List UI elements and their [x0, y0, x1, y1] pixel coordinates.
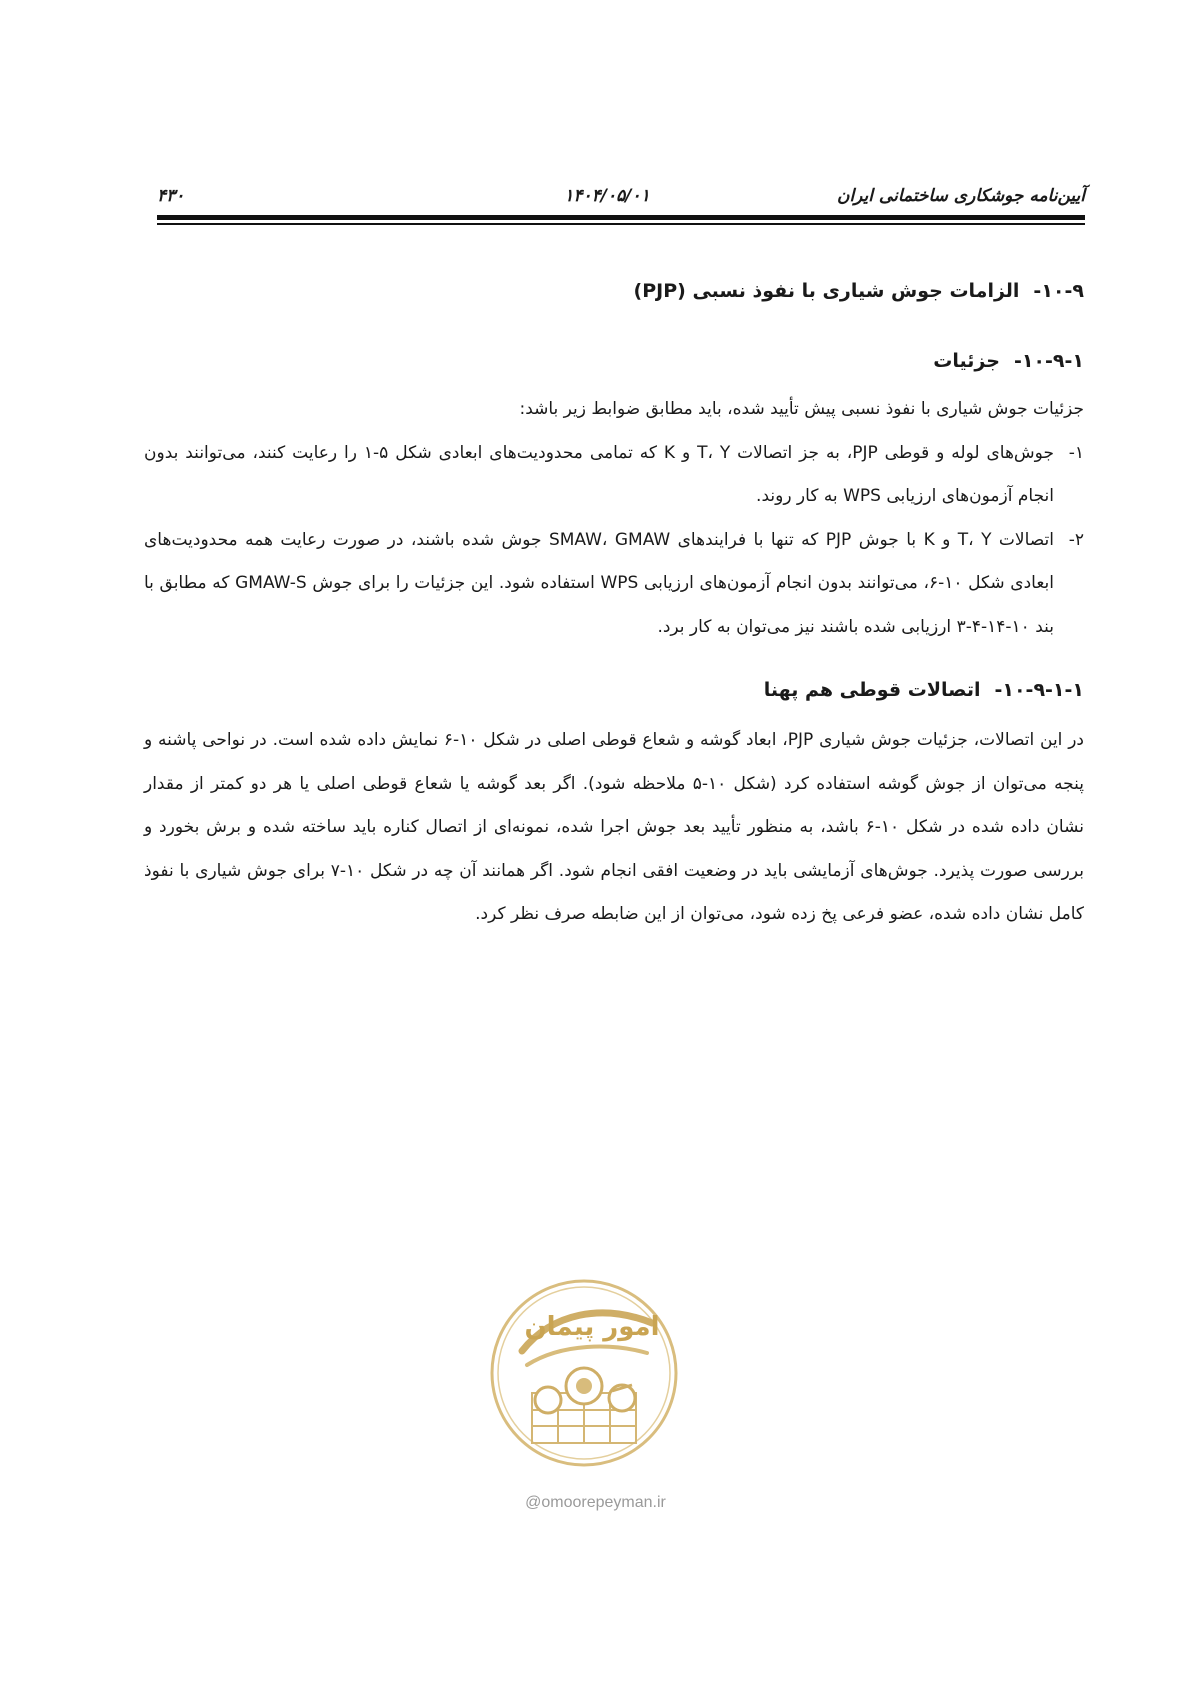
list-item-text: اتصالات T، Y و K با جوش PJP که تنها با فرایندهای SMAW، GMAW جوش شده باشند، در صورت رعایت همه محدودیت‌های ابعادی شکل ۱۰-۶، می‌توانند بدون انجام آزمون‌های ارزیابی WPS استفاده شود. این جزئیات را برای جوش GMAW-S که مطابق با بند ۱۰-۱۴-۴-۳ ارزیابی شده باشند نیز می‌توان به کار برد.	[144, 529, 1054, 637]
list-item-text: جوش‌های لوله و قوطی PJP، به جز اتصالات T، Y و K که تمامی محدودیت‌های ابعادی شکل ۵-۱ را رعایت کنند، می‌توانند بدون انجام آزمون‌های ارزیابی WPS به کار روند.	[144, 442, 1054, 506]
subsubsection-heading	[144, 675, 1084, 705]
header-rule-thick	[157, 215, 1085, 220]
header-rule-thin	[157, 223, 1085, 225]
list-item-number: ۲-	[1068, 529, 1084, 550]
watermark-url	[0, 1494, 1191, 1512]
section-heading	[144, 276, 1084, 306]
running-title: آیین‌نامه جوشکاری ساختمانی ایران	[836, 186, 1085, 206]
page-body	[144, 276, 1084, 937]
subsubsection-title: اتصالات قوطی هم پهنا	[763, 679, 981, 701]
section-number: ۱۰-۹-	[1033, 280, 1084, 302]
subsection-title: جزئیات	[933, 350, 1000, 372]
subsection-number: ۱۰-۹-۱-	[1013, 350, 1084, 372]
intro-paragraph: جزئیات جوش شیاری با نفوذ نسبی پیش تأیید شده، باید مطابق ضوابط زیر باشد:	[519, 399, 1084, 419]
header-date: ۱۴۰۴/۰۵/۰۱	[564, 186, 650, 206]
subsubsection-number: ۱۰-۹-۱-۱-	[994, 679, 1084, 701]
requirements-list	[144, 432, 1084, 650]
watermark-url-text: @omoorepeyman.ir	[525, 1494, 666, 1511]
page-number: ۴۳۰	[157, 186, 185, 206]
list-item	[144, 519, 1084, 650]
list-item	[144, 432, 1084, 519]
page-header	[157, 186, 1085, 212]
subsection-heading	[144, 346, 1084, 376]
seal-logo-text: امور پیمان	[524, 1312, 660, 1342]
section-title: الزامات جوش شیاری با نفوذ نسبی (PJP)	[633, 280, 1020, 302]
seal-logo-icon	[482, 1273, 686, 1473]
list-item-number: ۱-	[1068, 442, 1084, 463]
body-paragraph: در این اتصالات، جزئیات جوش شیاری PJP، ابعاد گوشه و شعاع قوطی اصلی در شکل ۱۰-۶ نمایش داده شده است. در نواحی پاشنه و پنجه می‌توان از جوش گوشه استفاده کرد (شکل ۱۰-۵ ملاحظه شود). اگر بعد گوشه یا شعاع قوطی اصلی یا هر دو کمتر از مقدار نشان داده شده در شکل ۱۰-۶ باشد، به منظور تأیید بعد جوش اجرا شده، نمونه‌ای از اتصال کناره باید ساخته شده و برش بخورد و بررسی صورت پذیرد. جوش‌های آزمایشی باید در وضعیت افقی انجام شود. اگر همانند آن چه در شکل ۱۰-۷ برای جوش شیاری با نفوذ کامل نشان داده شده، عضو فرعی پخ زده شود، می‌توان از این ضابطه صرف نظر کرد.	[144, 730, 1085, 924]
